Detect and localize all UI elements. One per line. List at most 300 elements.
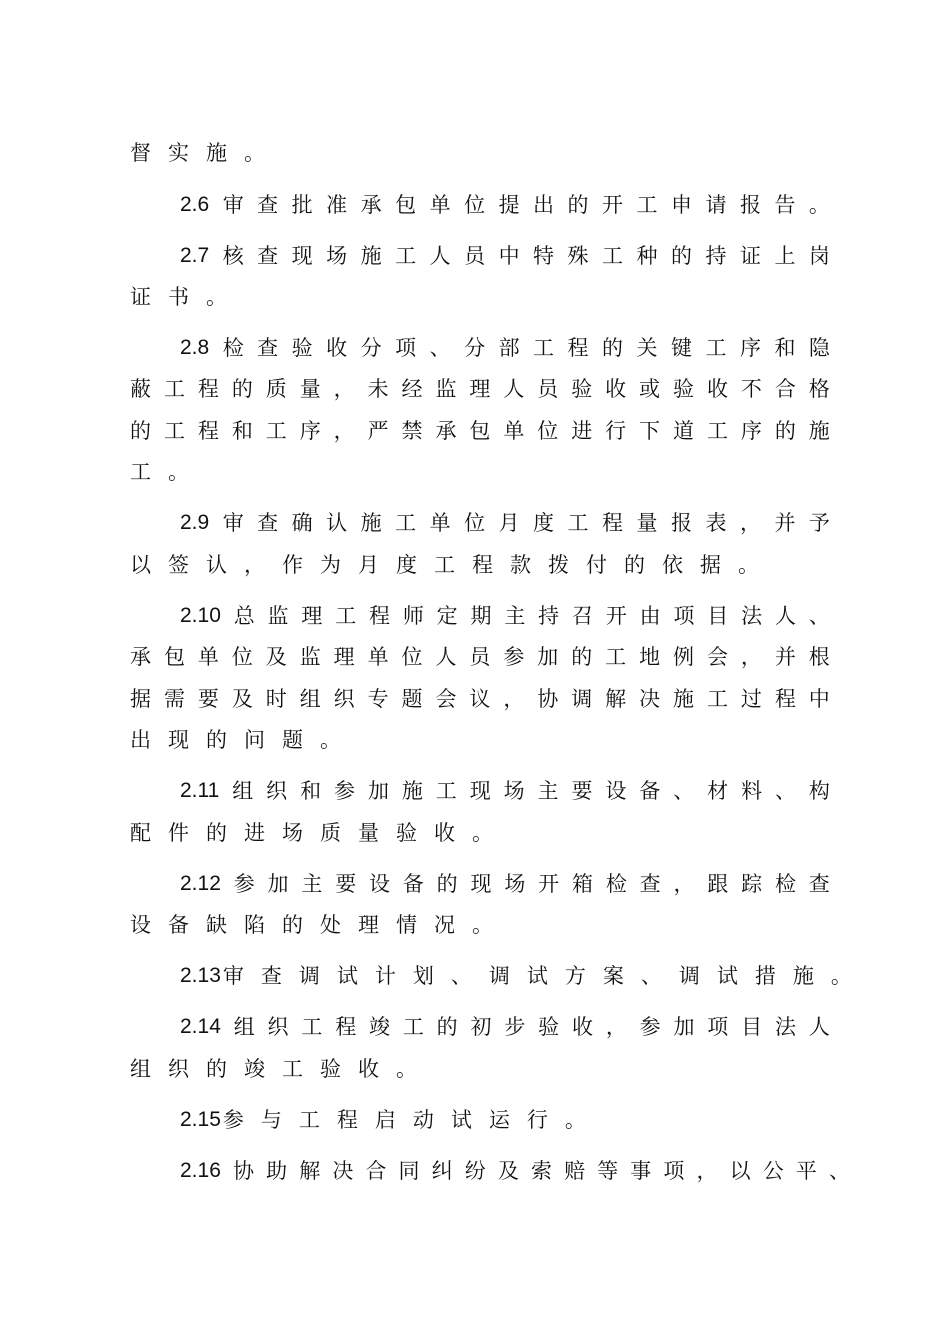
glyph: ， xyxy=(244,553,265,577)
glyph: 认 xyxy=(206,553,227,577)
glyph: 报 xyxy=(670,511,692,535)
glyph: ， xyxy=(739,511,761,535)
glyph: 。 xyxy=(808,193,830,217)
glyph: 参 xyxy=(222,1108,244,1132)
glyph: 况 xyxy=(434,913,455,937)
glyph: 平 xyxy=(795,1159,817,1183)
glyph: 查 xyxy=(257,336,279,360)
glyph: 工 xyxy=(298,1108,320,1132)
glyph: 组 xyxy=(299,687,321,711)
glyph: ， xyxy=(605,1015,627,1039)
glyph: 分 xyxy=(360,336,382,360)
glyph: 证 xyxy=(739,244,761,268)
glyph: 键 xyxy=(670,336,692,360)
clause-2-14 xyxy=(180,1011,830,1043)
glyph: 质 xyxy=(320,821,341,845)
glyph: 问 xyxy=(244,728,265,752)
glyph: 工 xyxy=(434,553,455,577)
glyph: 调 xyxy=(488,964,510,988)
glyph: 、 xyxy=(673,779,695,803)
glyph: 单 xyxy=(429,193,451,217)
glyph: 的 xyxy=(130,419,151,443)
glyph: 。 xyxy=(168,460,189,484)
glyph: 处 xyxy=(320,913,341,937)
glyph: 过 xyxy=(740,687,762,711)
glyph: 组 xyxy=(232,779,254,803)
glyph: 、 xyxy=(640,964,662,988)
glyph: 、 xyxy=(828,1159,850,1183)
glyph: 查 xyxy=(257,244,279,268)
glyph: 件 xyxy=(168,821,189,845)
glyph: 解 xyxy=(605,687,627,711)
glyph: 持 xyxy=(705,244,727,268)
glyph: 的 xyxy=(670,244,692,268)
glyph: 程 xyxy=(197,377,219,401)
clause-number: 2.11 xyxy=(180,779,220,802)
glyph: 依 xyxy=(662,553,683,577)
glyph: 的 xyxy=(602,336,624,360)
glyph: 现 xyxy=(469,779,491,803)
glyph: 组 xyxy=(130,1057,151,1081)
glyph: 。 xyxy=(564,1108,586,1132)
glyph: 的 xyxy=(436,1015,458,1039)
glyph: 调 xyxy=(298,964,320,988)
glyph: 出 xyxy=(130,728,151,752)
glyph: 验 xyxy=(320,1057,341,1081)
glyph: 场 xyxy=(504,872,526,896)
glyph: 人 xyxy=(435,645,457,669)
text-line-4 xyxy=(130,281,830,313)
glyph: 竣 xyxy=(244,1057,265,1081)
glyph: 位 xyxy=(464,511,486,535)
glyph: 措 xyxy=(754,964,776,988)
glyph: 及 xyxy=(231,687,253,711)
glyph: 初 xyxy=(470,1015,492,1039)
glyph: 工 xyxy=(402,1015,424,1039)
glyph: 度 xyxy=(533,511,555,535)
glyph: 禁 xyxy=(401,419,423,443)
glyph: 特 xyxy=(533,244,555,268)
glyph: 情 xyxy=(396,913,417,937)
glyph: 和 xyxy=(231,419,253,443)
glyph: 款 xyxy=(510,553,531,577)
glyph: 与 xyxy=(260,1108,282,1132)
glyph: 工 xyxy=(636,193,658,217)
glyph: 的 xyxy=(436,872,458,896)
glyph: 种 xyxy=(636,244,658,268)
glyph: 督 xyxy=(130,141,151,165)
glyph: 主 xyxy=(504,604,526,628)
glyph: ， xyxy=(333,377,355,401)
glyph: 工 xyxy=(163,377,185,401)
glyph: 包 xyxy=(163,645,185,669)
glyph: 程 xyxy=(335,1015,357,1039)
glyph: 运 xyxy=(488,1108,510,1132)
glyph: 和 xyxy=(774,336,796,360)
glyph: 要 xyxy=(335,872,357,896)
glyph: 的 xyxy=(231,377,253,401)
glyph: 人 xyxy=(774,604,796,628)
glyph: 案 xyxy=(602,964,624,988)
clause-2-9 xyxy=(180,507,830,539)
glyph: 经 xyxy=(401,377,423,401)
glyph: 收 xyxy=(434,821,455,845)
glyph: 隐 xyxy=(808,336,830,360)
glyph: 法 xyxy=(774,1015,796,1039)
glyph: 月 xyxy=(498,511,520,535)
glyph: 施 xyxy=(360,511,382,535)
glyph: 理 xyxy=(469,377,491,401)
glyph: 备 xyxy=(402,872,424,896)
glyph: 中 xyxy=(808,687,830,711)
glyph: 要 xyxy=(571,779,593,803)
glyph: 程 xyxy=(472,553,493,577)
glyph: 需 xyxy=(163,687,185,711)
glyph: 蔽 xyxy=(130,377,151,401)
glyph: 单 xyxy=(429,511,451,535)
glyph: 工 xyxy=(567,511,589,535)
glyph: 题 xyxy=(282,728,303,752)
glyph: 工 xyxy=(335,604,357,628)
glyph: 工 xyxy=(705,336,727,360)
glyph: 。 xyxy=(206,285,227,309)
glyph: 赔 xyxy=(564,1159,586,1183)
glyph: 监 xyxy=(267,604,289,628)
glyph: 收 xyxy=(326,336,348,360)
clause-2-12 xyxy=(180,868,830,900)
text-line-10 xyxy=(130,549,830,581)
glyph: 验 xyxy=(396,821,417,845)
text-line-18 xyxy=(130,909,830,941)
glyph: 题 xyxy=(401,687,423,711)
glyph: 备 xyxy=(168,913,189,937)
glyph: 召 xyxy=(571,604,593,628)
glyph: 出 xyxy=(533,193,555,217)
glyph: 踪 xyxy=(741,872,763,896)
glyph: 配 xyxy=(130,821,151,845)
glyph: 员 xyxy=(469,645,491,669)
glyph: 项 xyxy=(395,336,417,360)
glyph: 步 xyxy=(504,1015,526,1039)
glyph: 工 xyxy=(395,244,417,268)
glyph: 未 xyxy=(367,377,389,401)
glyph: 工 xyxy=(301,1015,323,1039)
glyph: 行 xyxy=(526,1108,548,1132)
glyph: 划 xyxy=(412,964,434,988)
glyph: 试 xyxy=(336,964,358,988)
glyph: 设 xyxy=(130,913,151,937)
glyph: 拨 xyxy=(548,553,569,577)
clause-2-11 xyxy=(180,775,830,807)
glyph: 参 xyxy=(233,872,255,896)
glyph: 包 xyxy=(395,193,417,217)
clause-number: 2.7 xyxy=(180,244,210,267)
glyph: 程 xyxy=(567,336,589,360)
glyph: 加 xyxy=(673,1015,695,1039)
glyph: 人 xyxy=(503,377,525,401)
glyph: 认 xyxy=(326,511,348,535)
glyph: 确 xyxy=(291,511,313,535)
glyph: 持 xyxy=(538,604,560,628)
glyph: 作 xyxy=(282,553,303,577)
glyph: 施 xyxy=(673,687,694,711)
glyph: 试 xyxy=(450,1108,472,1132)
glyph: 材 xyxy=(707,779,729,803)
glyph: 决 xyxy=(332,1159,354,1183)
glyph: 施 xyxy=(206,141,227,165)
text-line-8 xyxy=(130,456,830,488)
glyph: 审 xyxy=(222,511,244,535)
glyph: 总 xyxy=(233,604,255,628)
glyph: 工 xyxy=(163,419,185,443)
glyph: 主 xyxy=(301,872,323,896)
glyph: 量 xyxy=(636,511,658,535)
glyph: 承 xyxy=(435,419,457,443)
glyph: 人 xyxy=(429,244,451,268)
glyph: 工 xyxy=(395,511,417,535)
glyph: 施 xyxy=(792,964,814,988)
glyph: 场 xyxy=(282,821,303,845)
glyph: 的 xyxy=(206,1057,227,1081)
glyph: 工 xyxy=(282,1057,303,1081)
glyph: 收 xyxy=(706,377,728,401)
glyph: 量 xyxy=(358,821,379,845)
glyph: 付 xyxy=(586,553,607,577)
glyph: 包 xyxy=(469,419,491,443)
glyph: 员 xyxy=(464,244,486,268)
glyph: 进 xyxy=(571,419,593,443)
glyph: 审 xyxy=(222,193,244,217)
glyph: 批 xyxy=(291,193,313,217)
glyph: 上 xyxy=(774,244,796,268)
glyph: 项 xyxy=(663,1159,685,1183)
glyph: 织 xyxy=(333,687,355,711)
glyph: 序 xyxy=(739,336,761,360)
glyph: 不 xyxy=(740,377,762,401)
glyph: 纠 xyxy=(431,1159,453,1183)
glyph: 决 xyxy=(639,687,661,711)
glyph: 参 xyxy=(639,1015,661,1039)
glyph: 承 xyxy=(360,193,382,217)
clause-2-10 xyxy=(180,600,830,632)
glyph: 、 xyxy=(450,964,472,988)
glyph: 现 xyxy=(291,244,313,268)
glyph: 场 xyxy=(326,244,348,268)
clause-2-6 xyxy=(180,189,830,221)
glyph: 合 xyxy=(365,1159,387,1183)
glyph: 理 xyxy=(301,604,323,628)
glyph: 。 xyxy=(472,821,493,845)
glyph: 单 xyxy=(503,419,525,443)
glyph: 设 xyxy=(369,872,391,896)
glyph: 合 xyxy=(774,377,796,401)
glyph: 料 xyxy=(741,779,763,803)
glyph: 审 xyxy=(222,964,244,988)
glyph: 法 xyxy=(741,604,763,628)
glyph: 。 xyxy=(738,553,759,577)
glyph: 试 xyxy=(716,964,738,988)
glyph: 检 xyxy=(774,872,796,896)
glyph: 专 xyxy=(367,687,389,711)
glyph: 会 xyxy=(435,687,457,711)
glyph: 中 xyxy=(498,244,520,268)
glyph: 格 xyxy=(808,377,830,401)
glyph: 同 xyxy=(398,1159,420,1183)
glyph: 组 xyxy=(233,1015,255,1039)
glyph: 查 xyxy=(808,872,830,896)
text-line-13 xyxy=(130,683,830,715)
glyph: 调 xyxy=(678,964,700,988)
glyph: 据 xyxy=(700,553,721,577)
glyph: 。 xyxy=(244,141,265,165)
glyph: 或 xyxy=(639,377,661,401)
glyph: 度 xyxy=(396,553,417,577)
glyph: 索 xyxy=(530,1159,552,1183)
glyph: 分 xyxy=(464,336,486,360)
glyph: 会 xyxy=(706,645,728,669)
glyph: 验 xyxy=(538,1015,560,1039)
glyph: 工 xyxy=(605,645,627,669)
text-line-16 xyxy=(130,817,830,849)
glyph: 陷 xyxy=(244,913,265,937)
clause-number: 2.15 xyxy=(180,1108,221,1131)
glyph: 收 xyxy=(571,1015,593,1039)
clause-2-15 xyxy=(180,1104,830,1136)
clause-number: 2.10 xyxy=(180,604,221,627)
glyph: 检 xyxy=(222,336,244,360)
glyph: 验 xyxy=(291,336,313,360)
glyph: 施 xyxy=(808,419,830,443)
glyph: 目 xyxy=(707,604,729,628)
glyph: 织 xyxy=(267,1015,289,1039)
glyph: 监 xyxy=(299,645,321,669)
glyph: 并 xyxy=(774,511,796,535)
glyph: 构 xyxy=(808,779,830,803)
glyph: 的 xyxy=(774,419,796,443)
glyph: 月 xyxy=(358,553,379,577)
glyph: 单 xyxy=(197,645,219,669)
glyph: 场 xyxy=(503,779,525,803)
glyph: ， xyxy=(503,687,525,711)
glyph: 工 xyxy=(706,687,728,711)
text-line-6 xyxy=(130,373,830,405)
glyph: 。 xyxy=(830,964,852,988)
clause-number: 2.12 xyxy=(180,872,221,895)
glyph: 部 xyxy=(498,336,520,360)
glyph: 。 xyxy=(472,913,493,937)
glyph: 动 xyxy=(412,1108,434,1132)
glyph: 位 xyxy=(231,645,253,669)
glyph: 等 xyxy=(597,1159,619,1183)
glyph: 表 xyxy=(705,511,727,535)
text-line-21 xyxy=(130,1053,830,1085)
glyph: 由 xyxy=(639,604,661,628)
glyph: 加 xyxy=(267,872,289,896)
glyph: 的 xyxy=(624,553,645,577)
glyph: 位 xyxy=(537,419,559,443)
glyph: 请 xyxy=(705,193,727,217)
glyph: 的 xyxy=(282,913,303,937)
glyph: 报 xyxy=(739,193,761,217)
glyph: 的 xyxy=(571,645,593,669)
glyph: 予 xyxy=(808,511,830,535)
glyph: 和 xyxy=(300,779,322,803)
glyph: 协 xyxy=(232,1159,254,1183)
glyph: 师 xyxy=(402,604,424,628)
glyph: 提 xyxy=(498,193,520,217)
glyph: 工 xyxy=(533,336,555,360)
glyph: 程 xyxy=(602,511,624,535)
glyph: 工 xyxy=(130,460,151,484)
glyph: 签 xyxy=(168,553,189,577)
glyph: 现 xyxy=(470,872,492,896)
clause-2-16 xyxy=(180,1155,850,1187)
glyph: 设 xyxy=(605,779,627,803)
glyph: 例 xyxy=(673,645,694,669)
glyph: 证 xyxy=(130,285,151,309)
glyph: 参 xyxy=(334,779,356,803)
glyph: 关 xyxy=(636,336,658,360)
glyph: 岗 xyxy=(808,244,830,268)
glyph: 查 xyxy=(257,511,279,535)
glyph: 参 xyxy=(503,645,525,669)
glyph: 验 xyxy=(673,377,694,401)
glyph: 监 xyxy=(435,377,457,401)
clause-2-7 xyxy=(180,240,830,272)
glyph: 理 xyxy=(358,913,379,937)
clause-number: 2.13 xyxy=(180,964,221,987)
glyph: 为 xyxy=(320,553,341,577)
glyph: 纷 xyxy=(464,1159,486,1183)
glyph: ， xyxy=(740,645,762,669)
glyph: ， xyxy=(696,1159,718,1183)
glyph: 定 xyxy=(436,604,458,628)
glyph: 殊 xyxy=(567,244,589,268)
glyph: 员 xyxy=(537,377,559,401)
text-line-1 xyxy=(130,137,830,169)
glyph: 时 xyxy=(265,687,287,711)
glyph: 序 xyxy=(740,419,762,443)
glyph: 备 xyxy=(639,779,661,803)
glyph: 开 xyxy=(538,872,560,896)
glyph: 加 xyxy=(537,645,559,669)
glyph: 工 xyxy=(602,244,624,268)
glyph: 、 xyxy=(775,779,796,803)
glyph: 织 xyxy=(266,779,288,803)
glyph: 单 xyxy=(367,645,389,669)
glyph: 收 xyxy=(605,377,627,401)
glyph: 。 xyxy=(320,728,341,752)
glyph: 及 xyxy=(265,645,287,669)
text-line-7 xyxy=(130,415,830,447)
glyph: 量 xyxy=(299,377,321,401)
glyph: 验 xyxy=(571,377,593,401)
glyph: 承 xyxy=(130,645,151,669)
glyph: 跟 xyxy=(707,872,729,896)
text-line-14 xyxy=(130,724,830,756)
glyph: 现 xyxy=(168,728,189,752)
glyph: 程 xyxy=(197,419,219,443)
glyph: 缺 xyxy=(206,913,227,937)
glyph: 下 xyxy=(639,419,661,443)
glyph: 解 xyxy=(299,1159,321,1183)
glyph: 检 xyxy=(605,872,627,896)
clause-number: 2.6 xyxy=(180,193,210,216)
glyph: 据 xyxy=(130,687,151,711)
glyph: 告 xyxy=(774,193,796,217)
glyph: 试 xyxy=(526,964,548,988)
glyph: 书 xyxy=(168,285,189,309)
